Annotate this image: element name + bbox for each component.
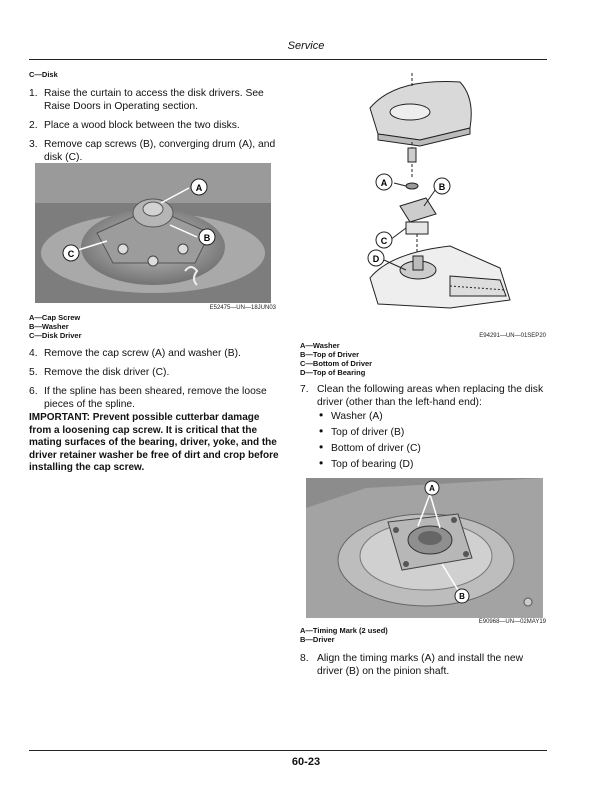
step-6: 6. If the spline has been sheared, remove the loose pieces of the spline. xyxy=(29,386,267,410)
section-label: C—Disk xyxy=(29,70,58,79)
callout-a xyxy=(425,481,439,495)
page-header: Service xyxy=(287,40,325,52)
timing-mark-illustration xyxy=(306,478,543,618)
svg-text:A: A xyxy=(429,484,435,493)
page-number: 60-23 xyxy=(291,756,321,768)
disk-driver-photo xyxy=(35,163,271,303)
svg-text:A: A xyxy=(380,178,388,188)
step-1: 1. Raise the curtain to access the disk drivers. See Raise Doors in Operating section. xyxy=(29,88,264,112)
list-item: • Top of bearing (D) xyxy=(317,458,547,471)
diagram-code: E94291—UN—01SEP20 xyxy=(479,333,546,339)
step-5: 5. Remove the disk driver (C). xyxy=(29,367,170,378)
footer-rule xyxy=(29,750,547,751)
step-7: 7. Clean the following areas when replacing the disk driver (other than the left-hand end): xyxy=(300,384,544,408)
header-rule xyxy=(29,59,547,60)
svg-text:B: B xyxy=(203,233,211,243)
callout-c xyxy=(63,245,79,261)
callout-a xyxy=(376,174,392,190)
svg-text:A: A xyxy=(195,183,203,193)
disk-driver-illustration xyxy=(35,163,271,303)
callout-d xyxy=(368,250,384,266)
svg-text:C: C xyxy=(380,236,388,246)
list-item: • Top of driver (B) xyxy=(317,426,547,439)
list-item: • Washer (A) xyxy=(317,410,547,423)
callout-a xyxy=(191,179,207,195)
disk-driver-exploded-illustration xyxy=(300,68,548,332)
exploded-diagram xyxy=(300,68,548,332)
list-item: • Bottom of driver (C) xyxy=(317,442,547,455)
photo1-code: E52475—UN—18JUN03 xyxy=(209,305,276,311)
legend-1: A—Cap Screw B—Washer C—Disk Driver xyxy=(29,313,82,340)
important-note: IMPORTANT: Prevent possible cutterbar damage from a loosening cap screw. It is critical that the mating surfaces of the bearing, driver, yoke, and the driver retainer washer be free of dirt and crop before installing the cap screw. xyxy=(29,412,279,473)
steps-list-2 xyxy=(29,347,279,417)
callout-b xyxy=(455,589,469,603)
callout-b xyxy=(199,229,215,245)
svg-text:B: B xyxy=(438,182,446,192)
callout-c xyxy=(376,232,392,248)
step-8: 8. Align the timing marks (A) and install the new driver (B) on the pinion shaft. xyxy=(300,653,524,677)
timing-mark-photo xyxy=(306,478,543,618)
legend-3: A—Timing Mark (2 used) B—Driver xyxy=(300,626,388,644)
svg-text:D: D xyxy=(372,254,380,264)
callout-b xyxy=(434,178,450,194)
step-4: 4. Remove the cap screw (A) and washer (B). xyxy=(29,348,241,359)
photo2-code: E90968—UN—02MAY19 xyxy=(478,619,546,625)
clean-areas-list xyxy=(317,410,547,474)
svg-text:B: B xyxy=(459,592,465,601)
step-3: 3. Remove cap screws (B), converging drum (A), and disk (C). xyxy=(29,139,276,163)
step-2: 2. Place a wood block between the two disks. xyxy=(29,120,240,131)
svg-text:C: C xyxy=(67,249,75,259)
legend-2: A—Washer B—Top of Driver C—Bottom of Driver D—Top of Bearing xyxy=(300,341,373,377)
steps-list-1 xyxy=(29,87,279,170)
